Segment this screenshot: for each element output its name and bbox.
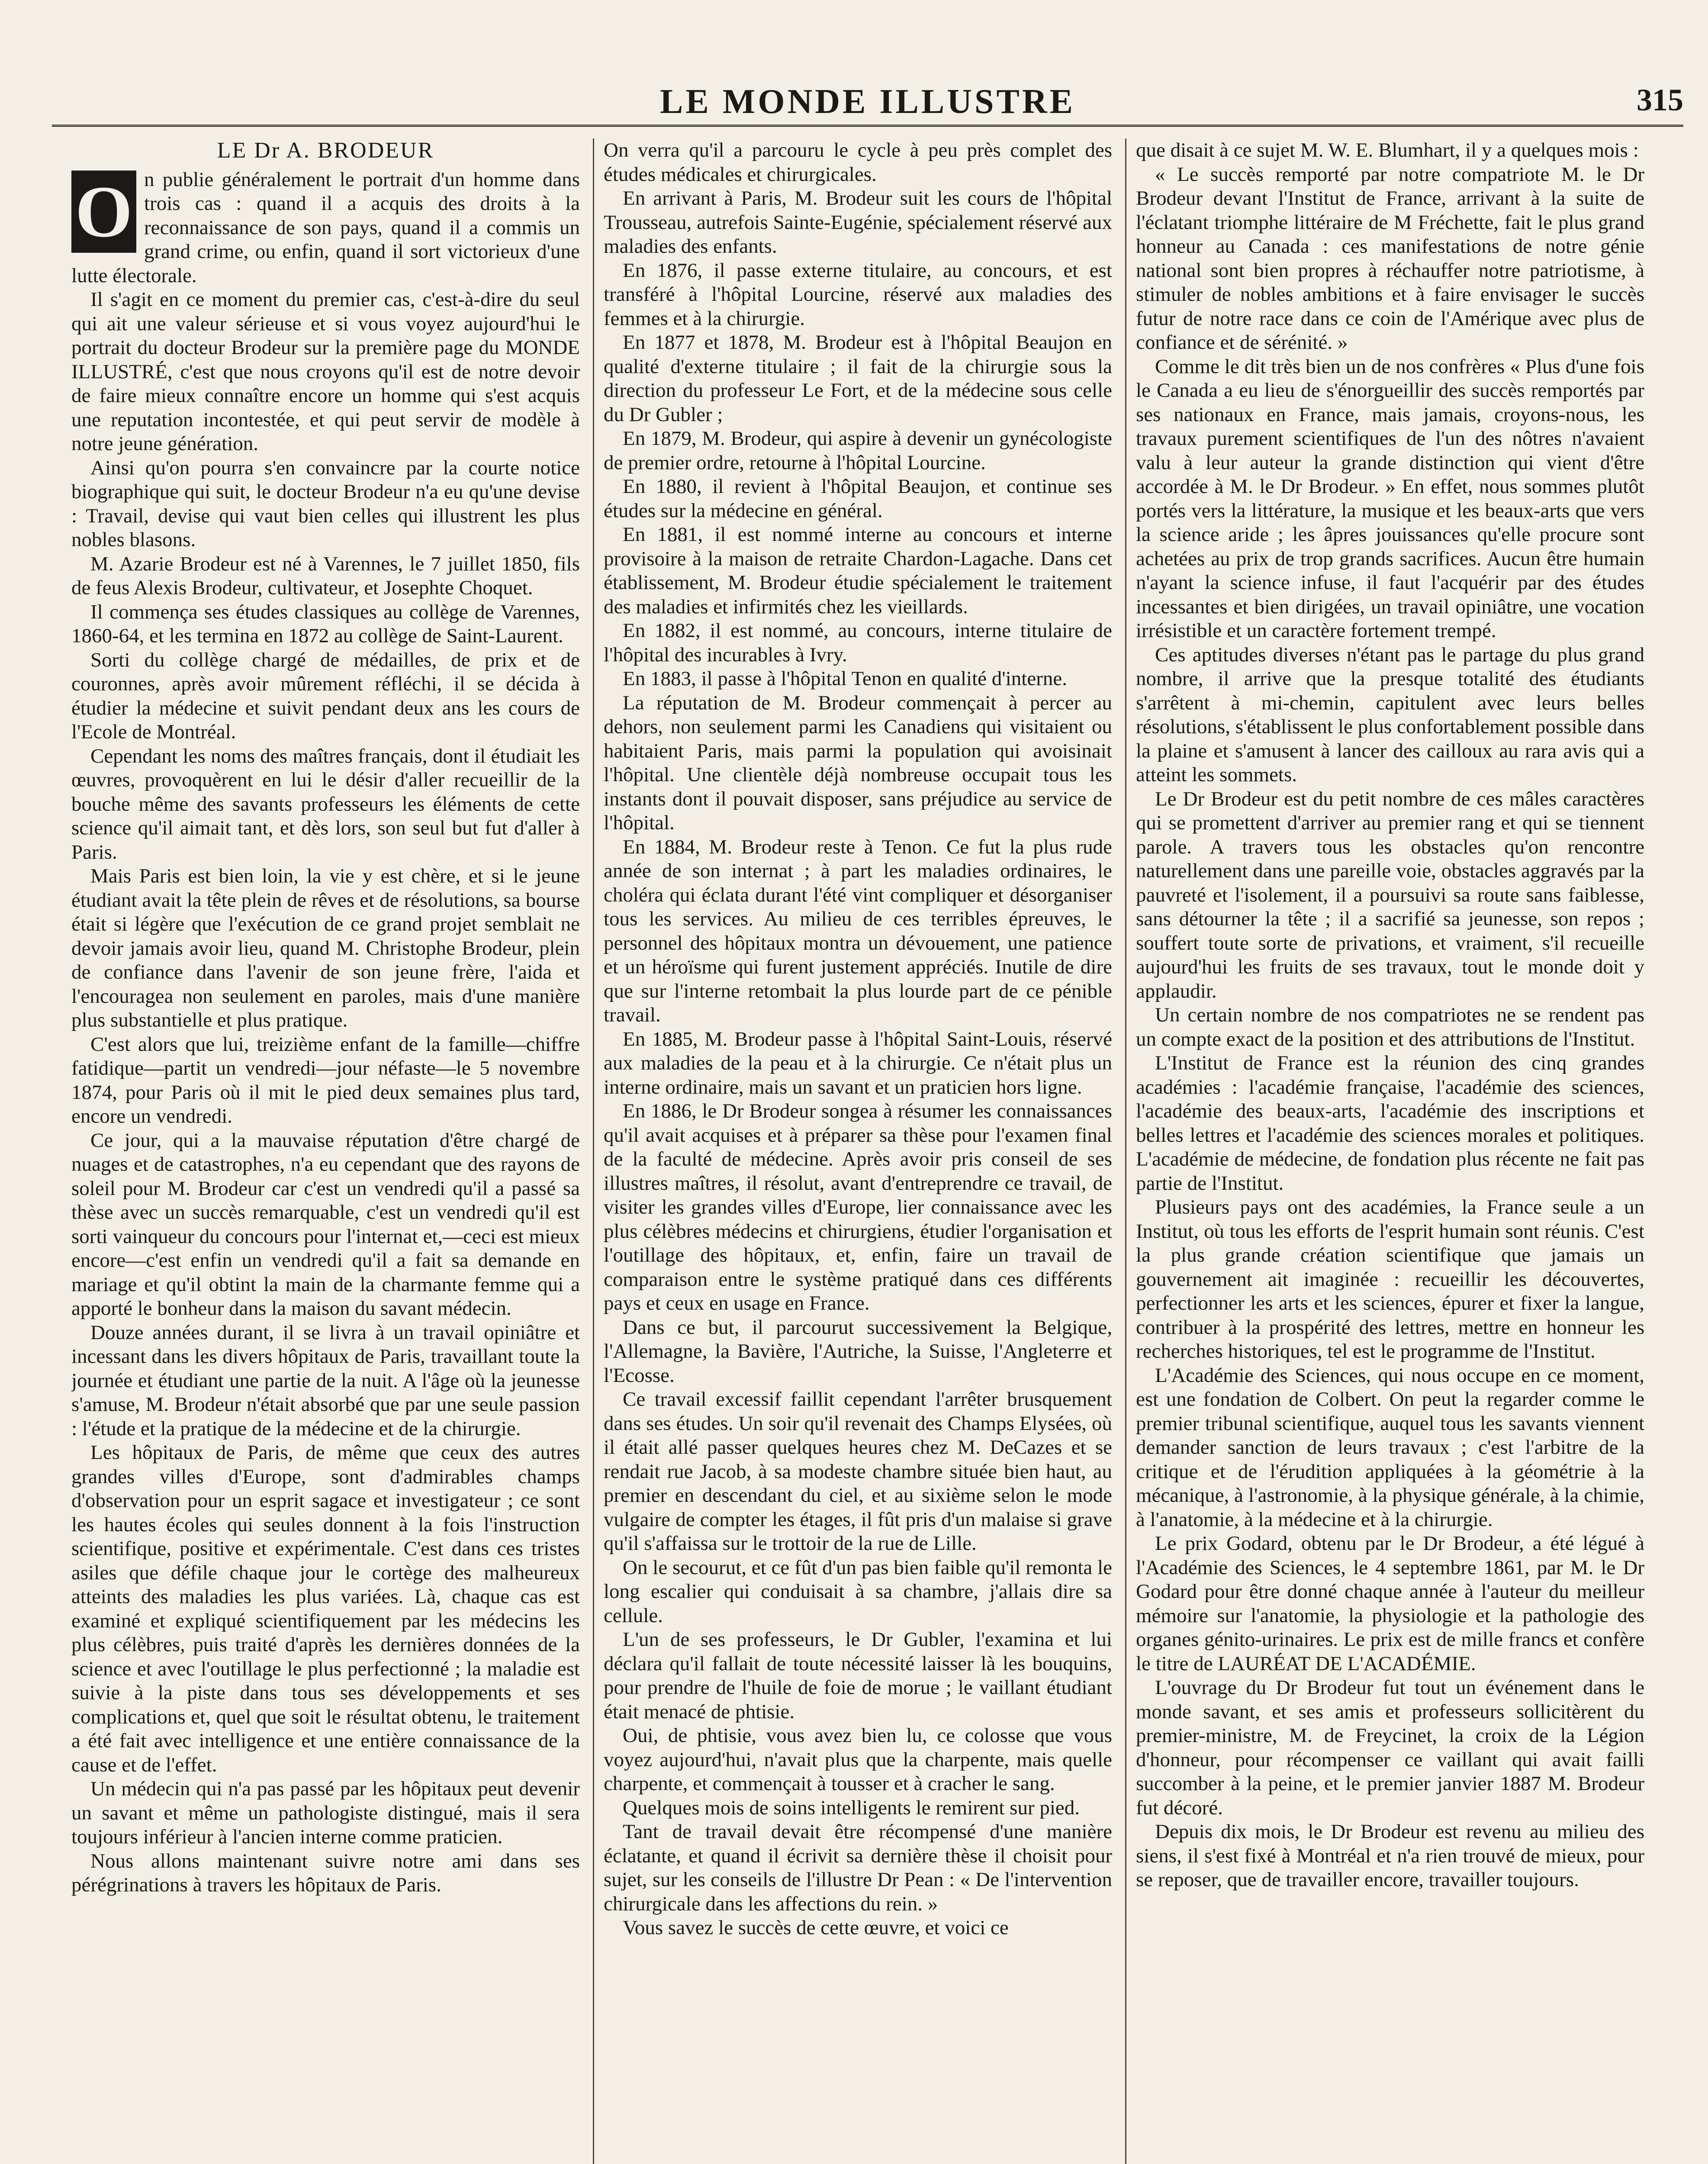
paragraph: Un certain nombre de nos compatriotes ne se rendent pas un compte exact de la position et des attributions de l'Institut. <box>1136 1004 1644 1050</box>
paragraph: L'Institut de France est la réunion des cinq grandes académies : l'académie française, l'académie des sciences, l'académie des beaux-arts, l'académie des inscriptions et belles lettres et l'académie des sciences morales et politiques. L'académie de médecine, de fondation plus récente ne fait pas partie de l'Institut. <box>1136 1052 1644 1195</box>
column-separator <box>593 138 594 2164</box>
paragraph: En 1881, il est nommé interne au concours et interne provisoire à la maison de retraite Chardon-Lagache. Dans cet établissement, M. Brodeur étudie spécialement le traitement des maladies et infirmités chez les vieillards. <box>604 523 1112 618</box>
article-title: LE Dr A. BRODEUR <box>217 138 434 163</box>
paragraph: M. Azarie Brodeur est né à Varennes, le 7 juillet 1850, fils de feus Alexis Brodeur, cultivateur, et Josephte Choquet. <box>71 552 580 599</box>
paragraph: Comme le dit très bien un de nos confrères « Plus d'une fois le Canada a eu lieu de s'énorgueillir des succès remportés par ses nationaux en France, mais jamais, croyons-nous, les travaux purement scientifiques de l'un des nôtres n'avaient valu à leur auteur la grande distinction qui vient d'être accordée à M. le Dr Brodeur. » En effet, nous sommes plutôt portés vers la littérature, la musique et les beaux-arts que vers la science aride ; les âpres jouissances qu'elle procure sont achetées au prix de trop grands sacrifices. Aucun être humain n'ayant la science infuse, il faut l'acquérir par des études incessantes et bien dirigées, un travail opiniâtre, une vocation irrésistible et un caractère fortement trempé. <box>1136 355 1644 642</box>
paragraph: C'est alors que lui, treizième enfant de la famille—chiffre fatidique—partit un vendredi—jour néfaste—le 5 novembre 1874, pour Paris où il mit le pied deux semaines plus tard, encore un vendredi. <box>71 1033 580 1127</box>
paragraph: En 1884, M. Brodeur reste à Tenon. Ce fut la plus rude année de son internat ; à part les maladies ordinaires, le choléra qui éclata durant l'été vint compliquer et désorganiser tous les services. Au milieu de ces terribles épreuves, le personnel des hôpitaux montra un dévouement, une patience et un héroïsme qui furent justement appréciés. Inutile de dire que sur l'interne retombait la plus lourde part de ce pénible travail. <box>604 835 1112 1026</box>
page-header <box>52 65 1683 126</box>
paragraph: En 1883, il passe à l'hôpital Tenon en qualité d'interne. <box>623 667 1067 690</box>
paragraph: Les hôpitaux de Paris, de même que ceux des autres grandes villes d'Europe, sont d'admirables champs d'observation pour un esprit sagace et investigateur ; ce sont les hautes écoles qui seules donnent à la fois l'instruction scientifique, positive et expérimentale. C'est dans ces tristes asiles que défile chaque jour le cortège des malheureux atteints des maladies les plus variées. Là, chaque cas est examiné et expliqué scientifiquement par les médecins les plus célèbres, puis traité d'après les dernières données de la science et avec l'outillage le plus perfectionné ; la maladie est suivie à la piste dans tous ses développements et ses complications et, quel que soit le résultat obtenu, le traitement a été fait avec intelligence et une entière connaissance de la cause et de l'effet. <box>71 1441 580 1776</box>
paragraph: En 1877 et 1878, M. Brodeur est à l'hôpital Beaujon en qualité d'externe titulaire ; il fait de la chirurgie sous la direction du professeur Le Fort, et de la médecine sous celle du Dr Gubler ; <box>604 331 1112 426</box>
paragraph: Plusieurs pays ont des académies, la France seule a un Institut, où tous les efforts de l'esprit humain sont réunis. C'est la plus grande création scientifique que jamais un gouvernement ait imaginée : recueillir les découvertes, perfectionner les arts et les sciences, épurer et fixer la langue, contribuer à la prospérité des lettres, mettre en honneur les recherches historiques, tel est le programme de l'Institut. <box>1136 1196 1644 1362</box>
masthead-title: LE MONDE ILLUSTRE <box>660 83 1075 121</box>
paragraph: Oui, de phtisie, vous avez bien lu, ce colosse que vous voyez aujourd'hui, n'avait plus que la charpente, mais quelle charpente, et commençait à tousser et à cracher le sang. <box>604 1724 1112 1795</box>
paragraph: « Le succès remporté par notre compatriote M. le Dr Brodeur devant l'Institut de France, arrivant à la suite de l'éclatant triomphe littéraire de M Fréchette, fait le plus grand honneur au Canada : ces manifestations de notre génie national sont bien propres à réchauffer notre patriotisme, à stimuler de nobles ambitions et à faire envisager le succès futur de notre race dans ce coin de l'Amérique avec plus de confiance et de sérénité. » <box>1136 163 1644 354</box>
paragraph: L'ouvrage du Dr Brodeur fut tout un événement dans le monde savant, et ses amis et professeurs sollicitèrent du premier-ministre, M. de Freycinet, la croix de la Légion d'honneur, pour récompenser ce vaillant qui avait failli succomber à la peine, et le premier janvier 1887 M. Brodeur fut décoré. <box>1136 1676 1644 1819</box>
paragraph: En 1886, le Dr Brodeur songea à résumer les connaissances qu'il avait acquises et à préparer sa thèse pour l'examen final de la faculté de médecine. Après avoir pris conseil de ses illustres maîtres, il résolut, avant d'entreprendre ce travail, de visiter les grandes villes d'Europe, lier connaissance avec les plus célèbres médecins et chirurgiens, étudier l'organisation et l'outillage des hôpitaux, et, enfin, faire un travail de comparaison entre le système pratiqué dans ces différents pays et ceux en usage en France. <box>604 1100 1112 1314</box>
paragraph: On verra qu'il a parcouru le cycle à peu près complet des études médicales et chirurgicales. <box>604 139 1112 186</box>
paragraph: Un médecin qui n'a pas passé par les hôpitaux peut devenir un savant et même un pathologiste distingué, mais il sera toujours inférieur à l'ancien interne comme praticien. <box>71 1778 580 1848</box>
page-number: 315 <box>1637 83 1683 117</box>
paragraph: Mais Paris est bien loin, la vie y est chère, et si le jeune étudiant avait la tête plein de rêves et de résolutions, sa bourse était si légère que l'exécution de ce grand projet semblait ne devoir jamais avoir lieu, quand M. Christophe Brodeur, plein de confiance dans l'avenir de son jeune frère, l'aida et l'encouragea non seulement en paroles, mais d'une manière plus substantielle et plus pratique. <box>71 865 580 1031</box>
paragraph: Il commença ses études classiques au collège de Varennes, 1860-64, et les termina en 1872 au collège de Saint-Laurent. <box>71 600 580 647</box>
paragraph: En 1882, il est nommé, au concours, interne titulaire de l'hôpital des incurables à Ivry. <box>604 619 1112 666</box>
paragraph: En 1880, il revient à l'hôpital Beaujon, et continue ses études sur la médecine en général. <box>604 475 1112 522</box>
paragraph: Vous savez le succès de cette œuvre, et voici ce <box>623 1916 1009 1939</box>
column-2 <box>604 138 1112 2164</box>
paragraph: Ce jour, qui a la mauvaise réputation d'être chargé de nuages et de catastrophes, n'a eu cependant que des rayons de soleil pour M. Brodeur car c'est un vendredi qu'il a passé sa thèse avec un succès remarquable, c'est un vendredi qu'il est sorti vainqueur du concours pour l'internat et,—ceci est mieux encore—c'est enfin un vendredi qu'il a fait sa demande en mariage et qu'il obtint la main de la charmante femme qui a apporté le bonheur dans la maison du savant médecin. <box>71 1129 580 1320</box>
paragraph: Ce travail excessif faillit cependant l'arrêter brusquement dans ses études. Un soir qu'il revenait des Champs Elysées, où il était allé passer quelques heures chez M. DeCazes et se rendait rue Jacob, à sa modeste chambre située bien haut, au premier en descendant du ciel, et au sixième selon le mode vulgaire de compter les étages, il fût pris d'un malaise si grave qu'il s'affaissa sur le trottoir de la rue de Lille. <box>604 1388 1112 1555</box>
paragraph: Douze années durant, il se livra à un travail opiniâtre et incessant dans les divers hôpitaux de Paris, travaillant toute la journée et étudiant une partie de la nuit. A l'âge où la jeunesse s'amuse, M. Brodeur n'était absorbé que par une seule passion : l'étude et la pratique de la médecine et de la chirurgie. <box>71 1321 580 1440</box>
column-separator <box>1125 138 1126 2164</box>
paragraph: L'un de ses professeurs, le Dr Gubler, l'examina et lui déclara qu'il fallait de toute nécessité laisser là les bouquins, pour prendre de l'huile de foie de morue ; le vaillant étudiant était menacé de phtisie. <box>604 1628 1112 1723</box>
paragraph: On le secourut, et ce fût d'un pas bien faible qu'il remonta le long escalier qui conduisait à sa chambre, j'allais dire sa cellule. <box>604 1556 1112 1627</box>
paragraph: Ces aptitudes diverses n'étant pas le partage du plus grand nombre, il arrive que la presque totalité des étudiants s'arrêtent à mi-chemin, capitulent avec leurs belles résolutions, s'établissent le plus confortablement possible dans la plaine et s'amusent à lancer des cailloux au rara avis qui a atteint les sommets. <box>1136 643 1644 786</box>
paragraph: Sorti du collège chargé de médailles, de prix et de couronnes, après avoir mûrement réfléchi, il se décida à étudier la médecine et suivit pendant deux ans les cours de l'Ecole de Montréal. <box>71 648 580 743</box>
paragraph: La réputation de M. Brodeur commençait à percer au dehors, non seulement parmi les Canadiens qui visitaient ou habitaient Paris, mais parmi la population qui avoisinait l'hôpital. Une clientèle déjà nombreuse occupait tous les instants dont il pouvait disposer, sans préjudice au service de l'hôpital. <box>604 691 1112 834</box>
paragraph: Ainsi qu'on pourra s'en convaincre par la courte notice biographique qui suit, le docteur Brodeur n'a eu qu'une devise : Travail, devise qui vaut bien celles qui illustrent les plus nobles blasons. <box>71 456 580 551</box>
paragraph: Cependant les noms des maîtres français, dont il étudiait les œuvres, provoquèrent en lui le désir d'aller recueillir de la bouche même des savants professeurs les éléments de cette science qu'il aimait tant, et dès lors, son seul but fut d'aller à Paris. <box>71 744 580 863</box>
column-1 <box>71 138 580 2164</box>
drop-cap: O <box>71 171 136 253</box>
paragraph: En arrivant à Paris, M. Brodeur suit les cours de l'hôpital Trousseau, autrefois Sainte-Eugénie, spécialement réservé aux maladies des enfants. <box>604 187 1112 258</box>
paragraph: Dans ce but, il parcourut successivement la Belgique, l'Allemagne, la Bavière, l'Autriche, la Suisse, l'Angleterre et l'Ecosse. <box>604 1316 1112 1387</box>
paragraph: Nous allons maintenant suivre notre ami dans ses pérégrinations à travers les hôpitaux de Paris. <box>71 1849 580 1896</box>
paragraph: Quelques mois de soins intelligents le remirent sur pied. <box>623 1796 1080 1819</box>
paragraph: En 1876, il passe externe titulaire, au concours, et est transféré à l'hôpital Lourcine, réservé aux maladies des femmes et à la chirurgie. <box>604 259 1112 330</box>
paragraph: que disait à ce sujet M. W. E. Blumhart, il y a quelques mois : <box>1136 139 1639 161</box>
paragraph: En 1879, M. Brodeur, qui aspire à devenir un gynécologiste de premier ordre, retourne à l'hôpital Lourcine. <box>604 427 1112 474</box>
paragraph: Depuis dix mois, le Dr Brodeur est revenu au milieu des siens, il s'est fixé à Montréal et n'a rien trouvé de mieux, pour se reposer, que de travailler encore, travailler toujours. <box>1136 1820 1644 1891</box>
paragraph: Tant de travail devait être récompensé d'une manière éclatante, et quand il écrivit sa dernière thèse il choisit pour sujet, sur les conseils de l'illustre Dr Pean : « De l'intervention chirurgicale dans les affections du rein. » <box>604 1820 1112 1915</box>
paragraph: L'Académie des Sciences, qui nous occupe en ce moment, est une fondation de Colbert. On peut la regarder comme le premier tribunal scientifique, auquel tous les savants viennent demander sanction de leurs travaux ; c'est l'arbitre de la critique et de l'érudition appliquées à la géométrie à la mécanique, à l'astronomie, à la physique générale, à la chimie, à l'anatomie, à la médecine et à la chirurgie. <box>1136 1364 1644 1531</box>
paragraph: Le prix Godard, obtenu par le Dr Brodeur, a été légué à l'Académie des Sciences, le 4 septembre 1861, par M. le Dr Godard pour être donné chaque année à l'auteur du meilleur mémoire sur l'anatomie, la physiologie et la pathologie des organes génito-urinaires. Le prix est de mille francs et confère le titre de LAURÉAT DE L'ACADÉMIE. <box>1136 1532 1644 1675</box>
header-rule <box>52 125 1683 127</box>
column-3 <box>1136 138 1644 2164</box>
paragraph: Il s'agit en ce moment du premier cas, c'est-à-dire du seul qui ait une valeur sérieuse et si vous voyez aujourd'hui le portrait du docteur Brodeur sur la première page du MONDE ILLUSTRÉ, c'est que nous croyons qu'il est de notre devoir de faire mieux connaître encore un homme qui s'est acquis une reputation incontestée, et qui peut servir de modèle à notre jeune génération. <box>71 288 580 455</box>
paragraph: En 1885, M. Brodeur passe à l'hôpital Saint-Louis, réservé aux maladies de la peau et à la chirurgie. Ce n'était plus un interne ordinaire, mais un savant et un praticien hors ligne. <box>604 1027 1112 1098</box>
paragraph: n publie généralement le portrait d'un homme dans trois cas : quand il a acquis des droits à la reconnaissance de son pays, quand il a commis un grand crime, ou enfin, quand il sort victorieux d'une lutte électorale. <box>71 168 580 287</box>
paragraph: Le Dr Brodeur est du petit nombre de ces mâles caractères qui se promettent d'arriver au premier rang et qui se tiennent parole. A travers tous les obstacles qu'on rencontre naturellement dans une pareille voie, obstacles aggravés par la pauvreté et l'isolement, il a poursuivi sa route sans faiblesse, sans détourner la tête ; il a sacrifié sa jeunesse, son repos ; souffert toute sorte de privations, et vraiment, s'il recueille aujourd'hui les fruits de ses travaux, tout le monde doit y applaudir. <box>1136 787 1644 1002</box>
